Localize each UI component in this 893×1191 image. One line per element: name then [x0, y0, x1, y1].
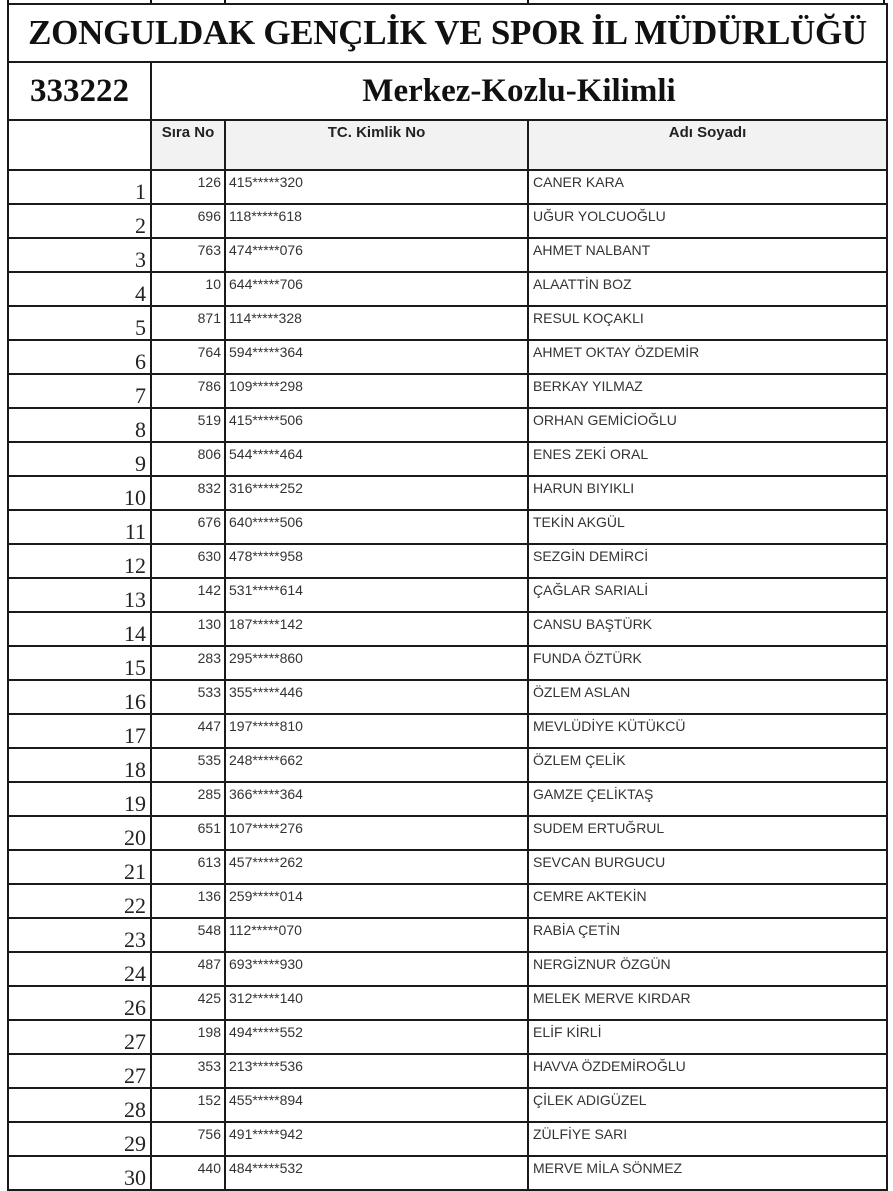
sira-no: 786	[151, 374, 225, 408]
adi-soyadi: ÇAĞLAR SARIALİ	[528, 578, 887, 612]
table-row	[8, 408, 887, 442]
sira-no: 136	[151, 884, 225, 918]
adi-soyadi: SUDEM ERTUĞRUL	[528, 816, 887, 850]
table-row	[8, 374, 887, 408]
sira-no: 447	[151, 714, 225, 748]
tc-kimlik-no: 494*****552	[225, 1020, 528, 1054]
sira-no: 630	[151, 544, 225, 578]
region-title: Merkez-Kozlu-Kilimli	[151, 62, 887, 120]
row-number: 2	[8, 204, 151, 238]
row-number: 20	[8, 816, 151, 850]
adi-soyadi: CANSU BAŞTÜRK	[528, 612, 887, 646]
sira-no: 806	[151, 442, 225, 476]
table-row	[8, 1156, 887, 1190]
row-number: 29	[8, 1122, 151, 1156]
adi-soyadi: ÇİLEK ADIGÜZEL	[528, 1088, 887, 1122]
row-number: 21	[8, 850, 151, 884]
row-number: 12	[8, 544, 151, 578]
tc-kimlik-no: 213*****536	[225, 1054, 528, 1088]
row-number: 9	[8, 442, 151, 476]
table-row	[8, 1054, 887, 1088]
tc-kimlik-no: 457*****262	[225, 850, 528, 884]
row-number: 27	[8, 1020, 151, 1054]
adi-soyadi: AHMET OKTAY ÖZDEMİR	[528, 340, 887, 374]
row-number: 7	[8, 374, 151, 408]
sira-no: 10	[151, 272, 225, 306]
sira-no: 871	[151, 306, 225, 340]
tc-kimlik-no: 531*****614	[225, 578, 528, 612]
tc-kimlik-no: 366*****364	[225, 782, 528, 816]
adi-soyadi: UĞUR YOLCUOĞLU	[528, 204, 887, 238]
table-row	[8, 748, 887, 782]
sira-no: 696	[151, 204, 225, 238]
header-row	[8, 120, 887, 170]
row-number: 4	[8, 272, 151, 306]
sira-no: 126	[151, 170, 225, 204]
adi-soyadi: MELEK MERVE KIRDAR	[528, 986, 887, 1020]
table-row	[8, 272, 887, 306]
adi-soyadi: ENES ZEKİ ORAL	[528, 442, 887, 476]
tc-kimlik-no: 644*****706	[225, 272, 528, 306]
table-row	[8, 578, 887, 612]
sira-no: 613	[151, 850, 225, 884]
table-row	[8, 442, 887, 476]
row-number: 15	[8, 646, 151, 680]
sira-no: 283	[151, 646, 225, 680]
header-no	[8, 120, 151, 170]
adi-soyadi: FUNDA ÖZTÜRK	[528, 646, 887, 680]
tc-kimlik-no: 640*****506	[225, 510, 528, 544]
table-row	[8, 816, 887, 850]
row-number: 17	[8, 714, 151, 748]
title-row	[8, 4, 887, 62]
sira-no: 764	[151, 340, 225, 374]
adi-soyadi: SEZGİN DEMİRCİ	[528, 544, 887, 578]
adi-soyadi: CEMRE AKTEKİN	[528, 884, 887, 918]
adi-soyadi: MEVLÜDİYE KÜTÜKCÜ	[528, 714, 887, 748]
table-row	[8, 544, 887, 578]
participant-table	[7, 3, 888, 1191]
document-title: ZONGULDAK GENÇLİK VE SPOR İL MÜDÜRLÜĞÜ	[8, 4, 887, 62]
table-row	[8, 714, 887, 748]
tc-kimlik-no: 478*****958	[225, 544, 528, 578]
adi-soyadi: ORHAN GEMİCİOĞLU	[528, 408, 887, 442]
sira-no: 533	[151, 680, 225, 714]
table-row	[8, 850, 887, 884]
sira-no: 519	[151, 408, 225, 442]
adi-soyadi: ALAATTİN BOZ	[528, 272, 887, 306]
header-sira-no: Sıra No	[151, 120, 225, 170]
row-number: 16	[8, 680, 151, 714]
row-number: 11	[8, 510, 151, 544]
sira-no: 763	[151, 238, 225, 272]
adi-soyadi: BERKAY YILMAZ	[528, 374, 887, 408]
table-row	[8, 510, 887, 544]
row-number: 14	[8, 612, 151, 646]
tc-kimlik-no: 544*****464	[225, 442, 528, 476]
sira-no: 651	[151, 816, 225, 850]
tc-kimlik-no: 484*****532	[225, 1156, 528, 1190]
tc-kimlik-no: 248*****662	[225, 748, 528, 782]
tc-kimlik-no: 455*****894	[225, 1088, 528, 1122]
table-row	[8, 476, 887, 510]
adi-soyadi: AHMET NALBANT	[528, 238, 887, 272]
table-row	[8, 204, 887, 238]
sira-no: 142	[151, 578, 225, 612]
row-number: 13	[8, 578, 151, 612]
table-row	[8, 884, 887, 918]
row-number: 5	[8, 306, 151, 340]
document-code: 333222	[8, 62, 151, 120]
tc-kimlik-no: 295*****860	[225, 646, 528, 680]
adi-soyadi: HARUN BIYIKLI	[528, 476, 887, 510]
adi-soyadi: SEVCAN BURGUCU	[528, 850, 887, 884]
tc-kimlik-no: 474*****076	[225, 238, 528, 272]
tc-kimlik-no: 109*****298	[225, 374, 528, 408]
tc-kimlik-no: 491*****942	[225, 1122, 528, 1156]
adi-soyadi: ZÜLFİYE SARI	[528, 1122, 887, 1156]
tc-kimlik-no: 316*****252	[225, 476, 528, 510]
sira-no: 535	[151, 748, 225, 782]
row-number: 30	[8, 1156, 151, 1190]
table-row	[8, 646, 887, 680]
row-number: 3	[8, 238, 151, 272]
adi-soyadi: TEKİN AKGÜL	[528, 510, 887, 544]
tc-kimlik-no: 259*****014	[225, 884, 528, 918]
sira-no: 152	[151, 1088, 225, 1122]
row-number: 19	[8, 782, 151, 816]
table-row	[8, 612, 887, 646]
row-number: 8	[8, 408, 151, 442]
adi-soyadi: NERGİZNUR ÖZGÜN	[528, 952, 887, 986]
table-row	[8, 306, 887, 340]
sira-no: 425	[151, 986, 225, 1020]
row-number: 28	[8, 1088, 151, 1122]
tc-kimlik-no: 594*****364	[225, 340, 528, 374]
row-number: 22	[8, 884, 151, 918]
tc-kimlik-no: 355*****446	[225, 680, 528, 714]
sira-no: 353	[151, 1054, 225, 1088]
sira-no: 676	[151, 510, 225, 544]
tc-kimlik-no: 415*****320	[225, 170, 528, 204]
table-row	[8, 340, 887, 374]
adi-soyadi: HAVVA ÖZDEMİROĞLU	[528, 1054, 887, 1088]
table-row	[8, 952, 887, 986]
table-row	[8, 170, 887, 204]
sira-no: 548	[151, 918, 225, 952]
adi-soyadi: CANER KARA	[528, 170, 887, 204]
row-number: 24	[8, 952, 151, 986]
tc-kimlik-no: 187*****142	[225, 612, 528, 646]
table-row	[8, 680, 887, 714]
adi-soyadi: ELİF KİRLİ	[528, 1020, 887, 1054]
table-row	[8, 986, 887, 1020]
subtitle-row	[8, 62, 887, 120]
adi-soyadi: ÖZLEM ÇELİK	[528, 748, 887, 782]
table-row	[8, 782, 887, 816]
tc-kimlik-no: 114*****328	[225, 306, 528, 340]
table-row	[8, 1020, 887, 1054]
tc-kimlik-no: 112*****070	[225, 918, 528, 952]
table-row	[8, 1088, 887, 1122]
table-row	[8, 918, 887, 952]
row-number: 1	[8, 170, 151, 204]
adi-soyadi: RESUL KOÇAKLI	[528, 306, 887, 340]
row-number: 26	[8, 986, 151, 1020]
sira-no: 487	[151, 952, 225, 986]
row-number: 23	[8, 918, 151, 952]
sira-no: 832	[151, 476, 225, 510]
sira-no: 130	[151, 612, 225, 646]
tc-kimlik-no: 197*****810	[225, 714, 528, 748]
row-number: 6	[8, 340, 151, 374]
tc-kimlik-no: 415*****506	[225, 408, 528, 442]
adi-soyadi: GAMZE ÇELİKTAŞ	[528, 782, 887, 816]
adi-soyadi: ÖZLEM ASLAN	[528, 680, 887, 714]
tc-kimlik-no: 312*****140	[225, 986, 528, 1020]
row-number: 10	[8, 476, 151, 510]
row-number: 18	[8, 748, 151, 782]
header-tc-kimlik-no: TC. Kimlik No	[225, 120, 528, 170]
header-adi-soyadi: Adı Soyadı	[528, 120, 887, 170]
sira-no: 756	[151, 1122, 225, 1156]
tc-kimlik-no: 693*****930	[225, 952, 528, 986]
sira-no: 198	[151, 1020, 225, 1054]
tc-kimlik-no: 118*****618	[225, 204, 528, 238]
tc-kimlik-no: 107*****276	[225, 816, 528, 850]
row-number: 27	[8, 1054, 151, 1088]
adi-soyadi: RABİA ÇETİN	[528, 918, 887, 952]
sira-no: 440	[151, 1156, 225, 1190]
document-sheet	[7, 3, 886, 1191]
adi-soyadi: MERVE MİLA SÖNMEZ	[528, 1156, 887, 1190]
sira-no: 285	[151, 782, 225, 816]
table-row	[8, 238, 887, 272]
